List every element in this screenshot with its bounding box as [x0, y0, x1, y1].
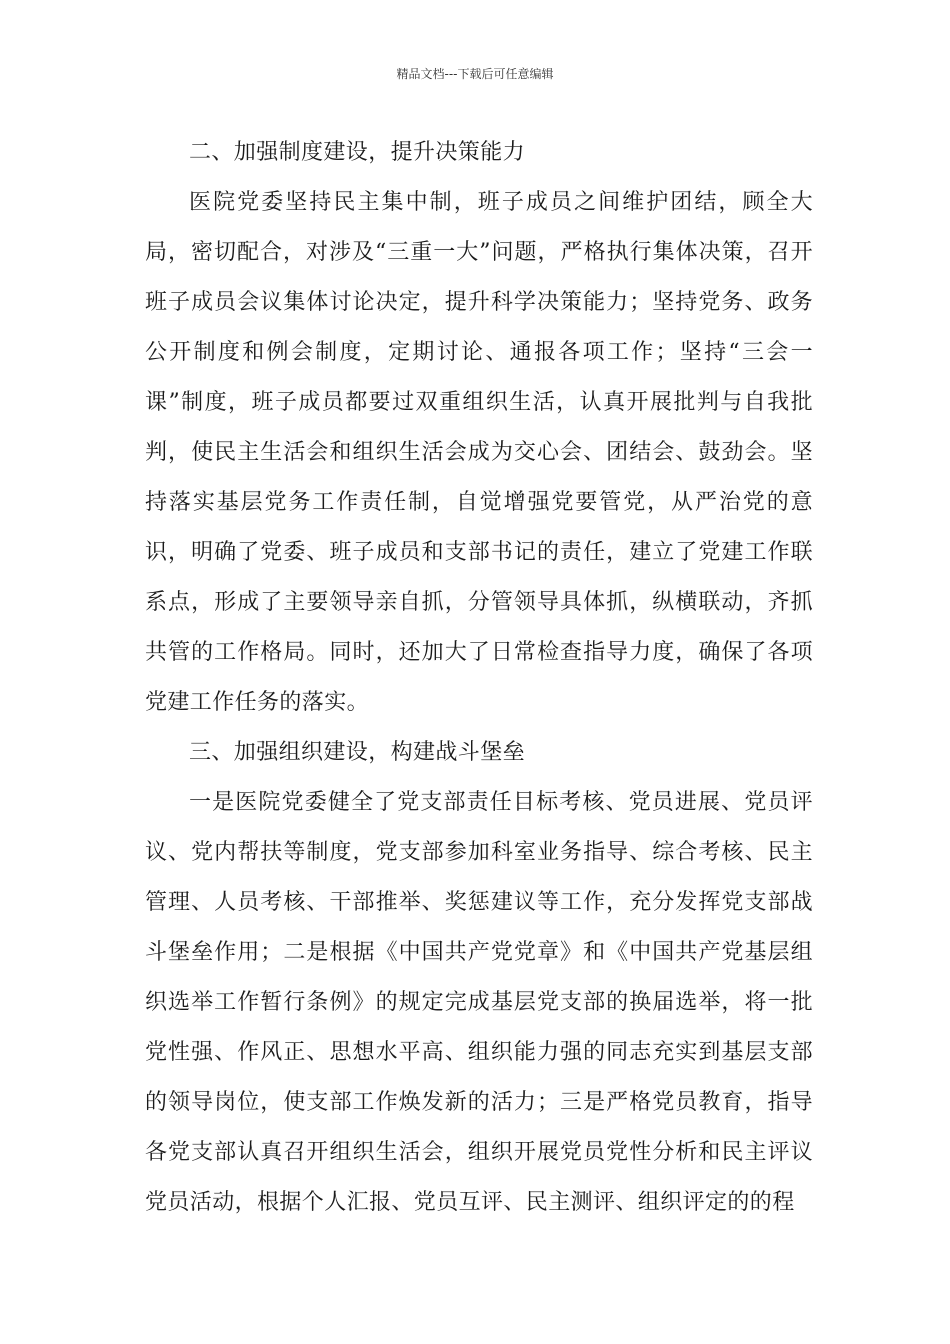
document-body — [145, 128, 813, 1228]
section-heading-3: 三、加强组织建设，构建战斗堡垒 — [189, 740, 526, 765]
section-paragraph-2: 医院党委坚持民主集中制，班子成员之间维护团结，顾全大局，密切配合，对涉及“三重一大”问题，严格执行集体决策，召开班子成员会议集体讨论决定，提升科学决策能力；坚持党务、政务公开制度和例会制度，定期讨论、通报各项工作；坚持“三会一课”制度，班子成员都要过双重组织生活，认真开展批判与自我批判，使民主生活会和组织生活会成为交心会、团结会、鼓劲会。坚持落实基层党务工作责任制，自觉增强党要管党，从严治党的意识，明确了党委、班子成员和支部书记的责任，建立了党建工作联系点，形成了主要领导亲自抓，分管领导具体抓，纵横联动，齐抓共管的工作格局。同时，还加大了日常检查指导力度，确保了各项党建工作任务的落实。 — [145, 190, 813, 715]
section-paragraph-3: 一是医院党委健全了党支部责任目标考核、党员进展、党员评议、党内帮扶等制度，党支部参加科室业务指导、综合考核、民主管理、人员考核、干部推举、奖惩建议等工作，充分发挥党支部战斗堡垒作用；二是根据《中国共产党党章》和《中国共产党基层组织选举工作暂行条例》的规定完成基层党支部的换届选举，将一批党性强、作风正、思想水平高、组织能力强的同志充实到基层支部的领导岗位，使支部工作焕发新的活力；三是严格党员教育，指导各党支部认真召开组织生活会，组织开展党员党性分析和民主评议党员活动，根据个人汇报、党员互评、民主测评、组织评定的的程 — [145, 790, 813, 1215]
section-heading-2: 二、加强制度建设，提升决策能力 — [189, 140, 526, 165]
page-header: 精品文档---下载后可任意编辑 — [396, 67, 554, 81]
